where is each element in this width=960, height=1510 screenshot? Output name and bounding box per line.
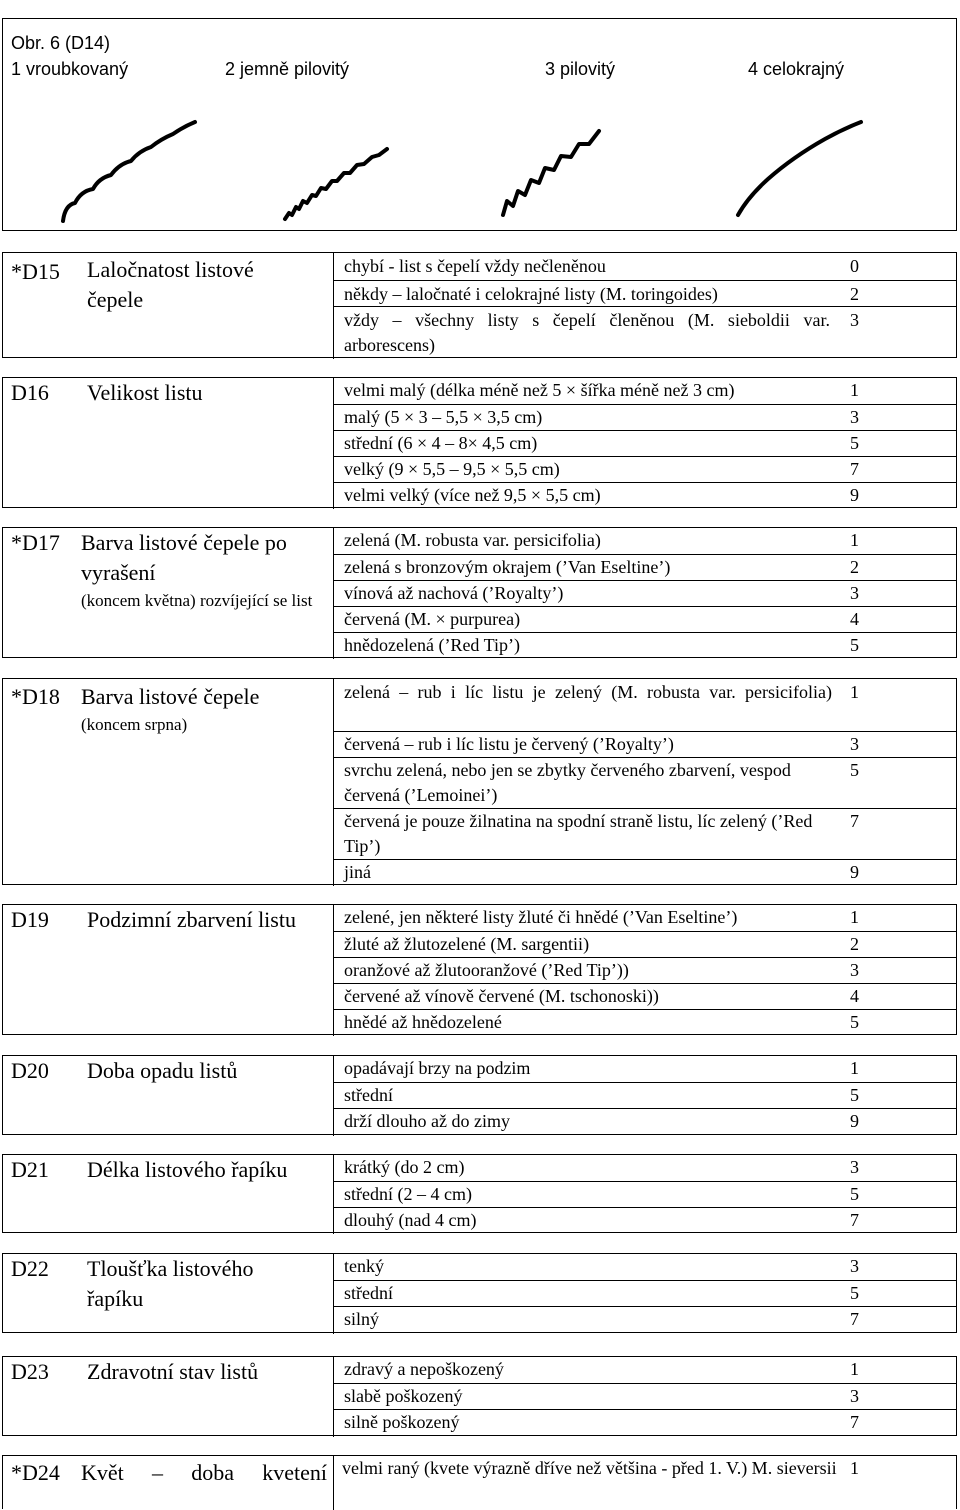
option-score: 2 [850,284,859,304]
option-text: velmi velký (více než 9,5 × 5,5 cm) [344,485,601,505]
option-row [333,1009,956,1036]
option-score: 3 [850,1386,859,1406]
label-finely-serrate: 2 jemně pilovitý [225,59,350,79]
option-score: 3 [850,960,859,980]
character-d17 [2,527,957,658]
character-name [81,528,331,585]
option-row [333,632,956,659]
character-name: Délka listového řapíku [87,1157,288,1182]
option-row [333,456,956,482]
option-text: krátký (do 2 cm) [344,1157,465,1177]
option-text: zelená (M. robusta var. persicifolia) [344,530,601,550]
option-row [333,606,956,632]
character-name: Tloušťka listového řapíku [87,1256,254,1311]
character-name: Květ – doba kvetení [81,1460,327,1485]
option-text: silný [344,1309,380,1329]
character-code: D16 [11,380,49,405]
option-row [333,1082,956,1108]
option-row [333,306,956,359]
option-row [333,1056,956,1082]
option-text: červená (M. × purpurea) [344,609,521,629]
option-row [333,757,956,808]
character-code: *D24 [11,1460,60,1485]
option-score: 9 [850,1111,859,1131]
option-score: 3 [850,1256,859,1276]
serrate-margin-drawing [503,131,599,215]
option-text: velmi raný (kvete výrazně dříve než většina - před 1. V.) M. sieversii [342,1458,837,1478]
option-text: střední [344,1085,393,1105]
leaf-margin-drawings [3,19,958,232]
option-row [333,957,956,983]
option-text: svrchu zelená, nebo jen se zbytky červeného zbarvení, vespod červená (’Lemoinei’) [344,760,791,805]
option-text: vždy – všechny listy s čepelí členěnou (M. sieboldii var. arborescens) [344,310,830,355]
character-d23 [2,1356,957,1436]
character-name-note: (koncem srpna) [81,715,188,734]
option-score: 9 [850,862,859,882]
option-row [333,482,956,509]
option-row [333,983,956,1009]
option-score: 1 [850,1058,859,1078]
character-name: Barva listové čepele [81,684,260,709]
option-row [333,1280,956,1306]
option-text: opadávají brzy na podzim [344,1058,531,1078]
option-row [333,808,956,859]
option-score: 1 [850,682,859,702]
option-score: 5 [850,760,859,780]
option-score: 3 [850,310,859,330]
option-score: 1 [850,380,859,400]
character-code: D23 [11,1359,49,1384]
option-text: hnědozelená (’Red Tip’) [344,635,520,655]
option-row [333,859,956,886]
option-score: 7 [850,1210,859,1230]
character-code: *D18 [11,684,60,709]
option-row [333,554,956,580]
option-row [333,905,956,931]
option-row [333,1383,956,1409]
character-d21 [2,1154,957,1233]
option-score: 1 [850,907,859,927]
character-d22 [2,1253,957,1333]
character-name-text: Barva listové čepele po vyrašení [81,530,287,585]
option-text: oranžové až žlutooranžové (’Red Tip’)) [344,960,629,980]
option-score: 4 [850,609,859,629]
label-serrate: 3 pilovitý [545,59,616,79]
option-row [333,1306,956,1334]
leaf-margin-figure [2,18,957,231]
option-text: zelené, jen některé listy žluté či hnědé (’Van Eseltine’) [344,907,738,927]
option-row [333,253,956,280]
option-row [333,679,956,731]
option-score: 3 [850,1157,859,1177]
character-code: *D17 [11,530,60,555]
option-row [333,1155,956,1181]
option-score: 7 [850,1412,859,1432]
option-row [333,931,956,957]
character-name: Zdravotní stav listů [87,1359,259,1384]
character-name: Velikost listu [87,380,203,405]
option-row [333,1181,956,1207]
option-text: zelená s bronzovým okrajem (’Van Eseltine’) [344,557,671,577]
label-entire: 4 celokrajný [748,59,845,79]
option-text: někdy – laločnaté i celokrajné listy (M. toringoides) [344,284,718,304]
option-score: 7 [850,459,859,479]
option-text: hnědé až hnědozelené [344,1012,502,1032]
option-text: slabě poškozený [344,1386,463,1406]
option-text: velký (9 × 5,5 – 9,5 × 5,5 cm) [344,459,560,479]
option-row [333,1207,956,1234]
option-text: velmi malý (délka méně než 5 × šířka méně než 3 cm) [344,380,735,400]
finely-serrate-margin-drawing [285,149,387,219]
option-text: střední (2 – 4 cm) [344,1184,472,1204]
option-score: 3 [850,583,859,603]
option-text: červená – rub i líc listu je červený (’Royalty’) [344,734,674,754]
option-row [333,1456,956,1510]
option-score: 1 [850,1359,859,1379]
option-text: žluté až žlutozelené (M. sargentii) [344,934,590,954]
option-score: 5 [850,1012,859,1032]
option-text: drží dlouho až do zimy [344,1111,510,1131]
option-text: střední (6 × 4 – 8× 4,5 cm) [344,433,538,453]
option-row [333,731,956,757]
option-text: chybí - list s čepelí vždy nečleněnou [344,256,606,276]
option-score: 2 [850,934,859,954]
option-row [333,280,956,306]
option-row [333,378,956,404]
character-code: D22 [11,1256,49,1281]
entire-margin-drawing [738,122,861,215]
option-score: 3 [850,407,859,427]
label-crenate: 1 vroubkovaný [11,59,129,79]
character-d20 [2,1055,957,1135]
character-name-note-2: (koncem května) rozvíjející se list [81,591,313,610]
option-score: 7 [850,1309,859,1329]
option-row [333,580,956,606]
option-row [333,1254,956,1280]
option-text: jiná [344,862,371,882]
option-row [333,1357,956,1383]
option-text: dlouhý (nad 4 cm) [344,1210,477,1230]
option-text: zelená – rub i líc listu je zelený (M. robusta var. persicifolia) [344,682,832,702]
character-name: Podzimní zbarvení listu [87,907,296,932]
character-code: D21 [11,1157,49,1182]
option-text: červená je pouze žilnatina na spodní straně listu, líc zelený (’Red Tip’) [344,811,813,856]
option-score: 7 [850,811,859,831]
option-score: 5 [850,1085,859,1105]
character-code: *D15 [11,259,60,284]
option-score: 4 [850,986,859,1006]
figure-title: Obr. 6 (D14) [11,33,111,53]
option-score: 3 [850,734,859,754]
option-score: 5 [850,635,859,655]
option-text: střední [344,1283,393,1303]
option-score: 5 [850,433,859,453]
option-text: vínová až nachová (’Royalty’) [344,583,564,603]
option-text: červené až vínově červené (M. tschonoski)) [344,986,659,1006]
character-code: D20 [11,1058,49,1083]
character-d16 [2,377,957,508]
option-row [333,1108,956,1136]
option-row [333,1409,956,1437]
character-name: Laločnatost listové čepele [87,257,254,312]
option-score: 2 [850,557,859,577]
character-d18 [2,678,957,885]
crenate-margin-drawing [63,122,195,221]
character-d24 [2,1455,957,1509]
option-score: 1 [850,530,859,550]
option-score: 5 [850,1184,859,1204]
character-name: Doba opadu listů [87,1058,238,1083]
character-d19 [2,904,957,1035]
option-score: 5 [850,1283,859,1303]
option-row [333,404,956,430]
option-text: tenký [344,1256,384,1276]
option-row [333,430,956,456]
option-score: 1 [850,1458,859,1478]
character-d15 [2,252,957,358]
option-text: malý (5 × 3 – 5,5 × 3,5 cm) [344,407,543,427]
option-row [333,528,956,554]
option-text: silně poškozený [344,1412,460,1432]
character-code: D19 [11,907,49,932]
option-text: zdravý a nepoškozený [344,1359,504,1379]
option-score: 9 [850,485,859,505]
option-score: 0 [850,256,859,276]
